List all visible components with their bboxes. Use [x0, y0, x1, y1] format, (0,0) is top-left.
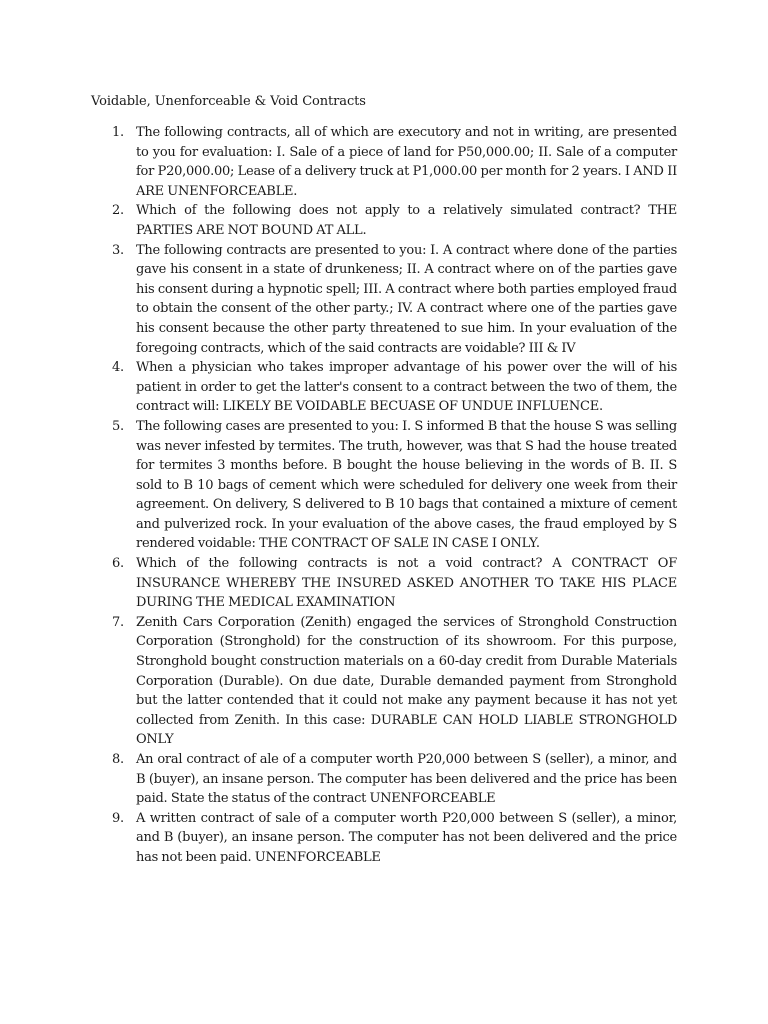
item-number: 3. [112, 242, 124, 258]
item-number: 1. [112, 125, 124, 140]
item-text: A written contract of sale of a computer worth P20,000 between S (seller), a minor, and B (buyer), an insane person. The computer has not been delivered and the price has not been paid. UNENFORCEABLE [136, 810, 677, 865]
item-text: Which of the following does not apply to a relatively simulated contract? THE PARTIES ARE NOT BOUND AT ALL. [136, 203, 677, 238]
item-text: The following contracts are presented to you: I. A contract where done of the parties gave his consent in a state of drunkeness; II. A contract where on of the parties gave his consent during a hypnotic spell; III. A contract where both parties employed fraud to obtain the consent of the other party.; IV. A contract where one of the parties gave his consent because the other party threatened to sue him. In your evaluation of the foregoing contracts, which of the said contracts are voidable? III & IV [136, 242, 677, 356]
list-item [91, 417, 677, 554]
item-number: 5. [112, 418, 124, 434]
list-item [91, 201, 677, 240]
list-item [91, 750, 677, 809]
item-text: The following contracts, all of which are executory and not in writing, are presented to you for evaluation: I. Sale of a piece of land for P50,000.00; II. Sale of a computer for P20,000.00; Lease of a delivery truck at P1,000.00 per month for 2 years. I AND II ARE UNENFORCEABLE. [136, 125, 677, 199]
item-number: 4. [112, 360, 124, 376]
item-number: 8. [112, 752, 124, 767]
item-number: 2. [112, 203, 124, 219]
question-list [91, 123, 677, 868]
item-text: When a physician who takes improper advantage of his power over the will of his patient in order to get the latter's consent to a contract between the two of them, the contract will: LIKELY BE VOIDABLE BECUASE OF UNDUE INFLUENCE. [136, 360, 677, 415]
list-item [91, 241, 677, 359]
item-text: The following cases are presented to you: I. S informed B that the house S was selling was never infested by termites. The truth, however, was that S had the house treated for termites 3 months before. B bought the house believing in the words of B. II. S sold to B 10 bags of cement which were scheduled for delivery one week from their agreement. On delivery, S delivered to B 10 bags that contained a mixture of cement and pulverized rock. In your evaluation of the above cases, the fraud employed by S rendered voidable: THE CONTRACT OF SALE IN CASE I ONLY. [136, 418, 677, 552]
item-text: An oral contract of ale of a computer worth P20,000 between S (seller), a minor, and B (buyer), an insane person. The computer has been delivered and the price has been paid. State the status of the contract UNENFORCEABLE [136, 752, 677, 807]
list-item [91, 358, 677, 417]
document-title: Voidable, Unenforceable & Void Contracts [91, 94, 366, 109]
item-text: Which of the following contracts is not a void contract? A CONTRACT OF INSURANCE WHEREBY THE INSURED ASKED ANOTHER TO TAKE HIS PLACE DURING THE MEDICAL EXAMINATION [136, 556, 677, 611]
list-item [91, 123, 677, 201]
item-number: 9. [112, 810, 124, 826]
list-item [91, 554, 677, 613]
item-text: Zenith Cars Corporation (Zenith) engaged the services of Stronghold Construction Corporation (Stronghold) for the construction of its showroom. For this purpose, Stronghold bought construction materials on a 60-day credit from Durable Materials Corporation (Durable). On due date, Durable demanded payment from Stronghold but the latter contended that it could not make any payment because it has not yet collected from Zenith. In this case: DURABLE CAN HOLD LIABLE STRONGHOLD ONLY [136, 614, 677, 748]
item-number: 7. [112, 614, 124, 630]
list-item [91, 809, 677, 868]
item-number: 6. [112, 556, 124, 572]
list-item [91, 613, 677, 750]
